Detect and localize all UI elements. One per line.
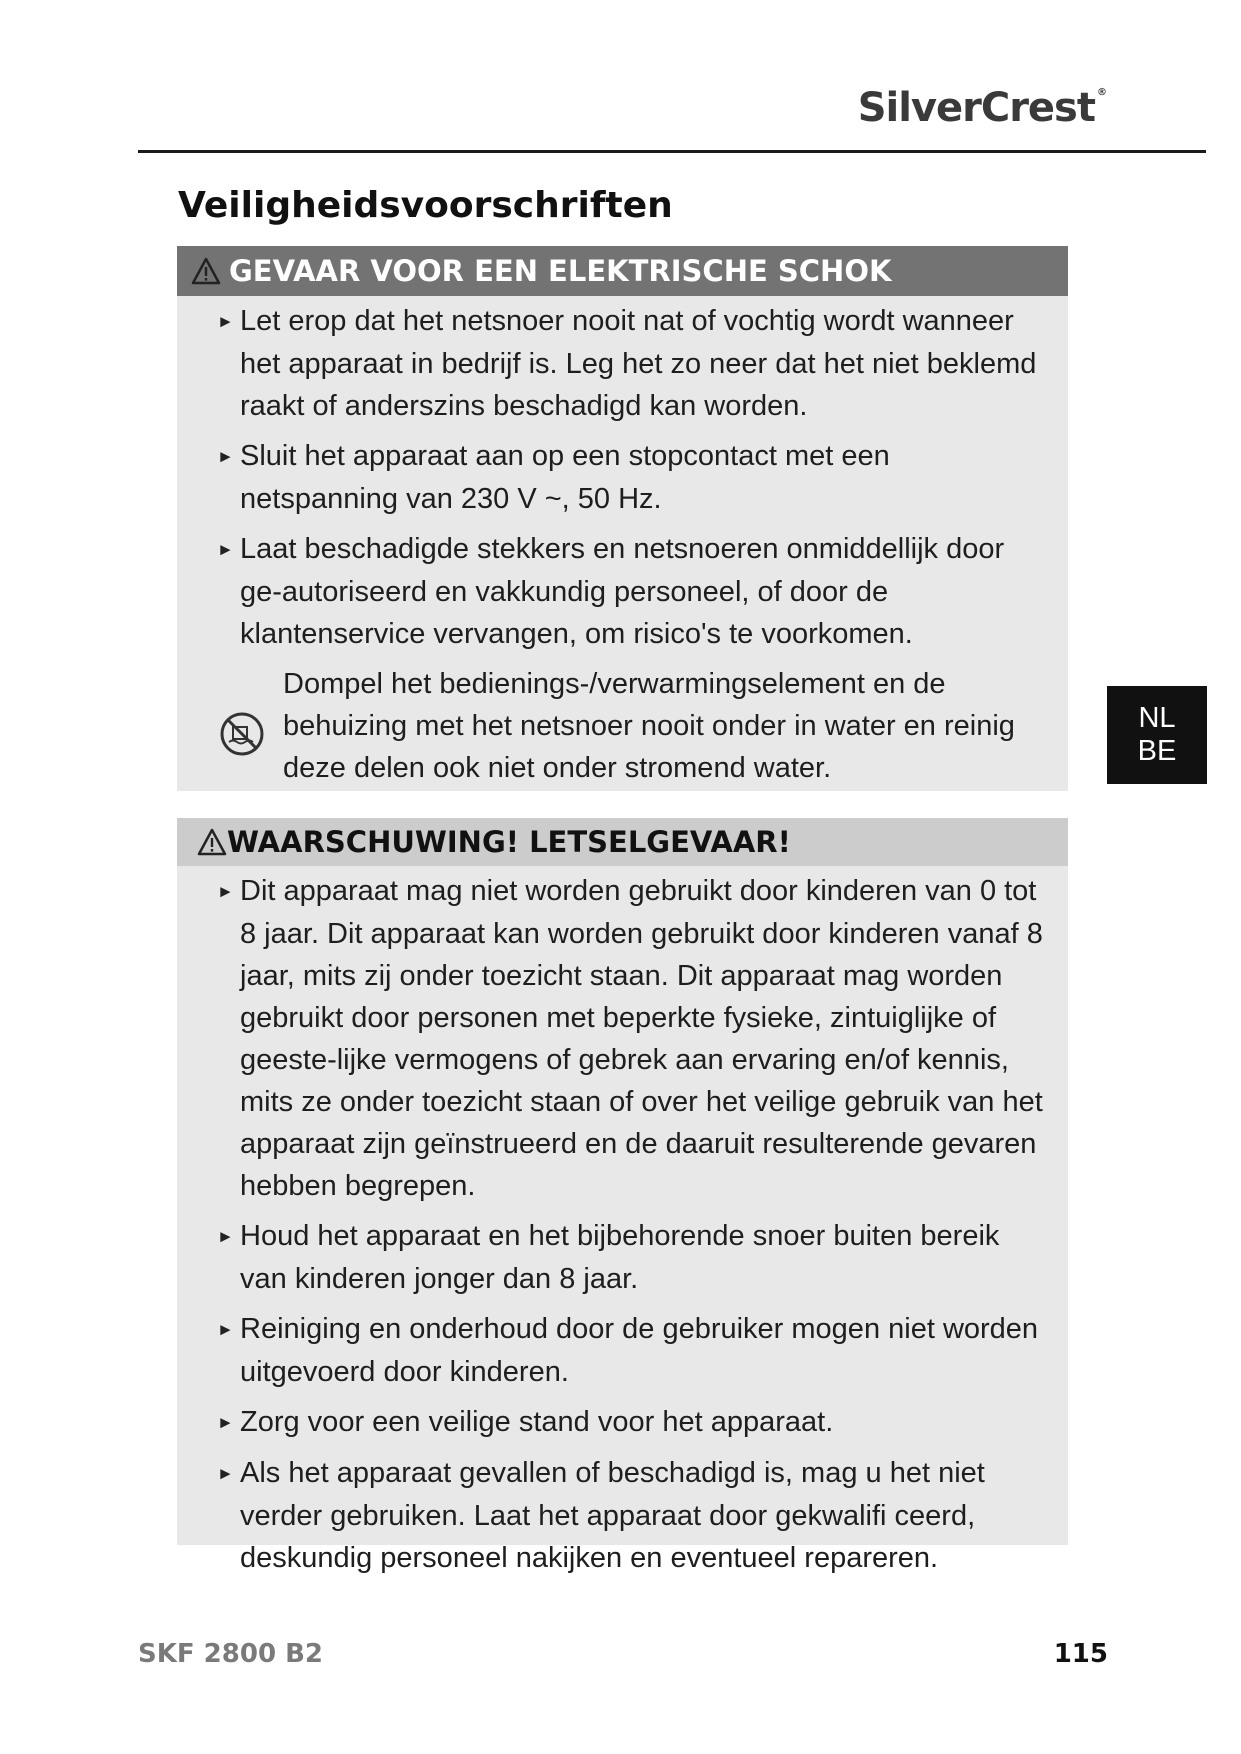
language-code-be: BE: [1137, 735, 1177, 767]
list-item-text: Dit apparaat mag niet worden gebruikt door kinderen van 0 tot 8 jaar. Dit apparaat kan worden gebruikt door kinderen vanaf 8 jaar, mits zij onder toezicht staan. Dit apparaat mag worden gebruikt door personen met beperkte fysieke, zintuiglijke of geeste-lijke vermogens of gebrek aan ervaring en/of kennis, mits ze onder toezicht staan of over het veilige gebruik van het apparaat zijn geïnstrueerd en de daaruit resulterende gevaren hebben begrepen.: [240, 875, 1043, 1202]
electric-shock-heading: GEVAAR VOOR EEN ELEKTRISCHE SCHOK: [229, 254, 892, 288]
language-tab: [1107, 686, 1207, 784]
list-item-text: Reiniging en onderhoud door de gebruiker mogen niet worden uitgevoerd door kinderen.: [240, 1313, 1039, 1388]
list-item: [217, 1215, 1048, 1300]
brand-logo: [857, 85, 1106, 131]
list-item-text: Als het apparaat gevallen of beschadigd is, mag u het niet verder gebruiken. Laat het apparaat door gekwalifi ceerd, deskundig personeel nakijken en eventueel repareren.: [240, 1457, 985, 1574]
no-water-immersion-icon: [219, 711, 265, 757]
electric-shock-warning-box: [177, 246, 1068, 791]
language-code-nl: NL: [1138, 702, 1176, 734]
list-item: [217, 528, 1048, 655]
registered-mark: ®: [1097, 87, 1106, 98]
list-item-text: Let erop dat het netsnoer nooit nat of vochtig wordt wanneer het apparaat in bedrijf is. Leg het zo neer dat het niet beklemd raakt of anderszins beschadigd kan worden.: [240, 305, 1037, 422]
list-item-text: Laat beschadigde stekkers en netsnoeren onmiddellijk door ge-autoriseerd en vakkundig personeel, of door de klantenservice vervangen, om risico's te voorkomen.: [240, 533, 1005, 650]
list-item: [217, 870, 1048, 1207]
page-number: 115: [1053, 1639, 1108, 1669]
no-immersion-text: Dompel het bedienings-/verwarmingselement en de behuizing met het netsnoer nooit onder in water en reinig deze delen ook niet onder stromend water.: [283, 668, 1015, 784]
list-item: [217, 1452, 1048, 1579]
injury-heading-bar: [177, 818, 1068, 866]
list-item: [217, 435, 1048, 520]
list-item-text: Sluit het apparaat aan op een stopcontact met een netspanning van 230 V ~, 50 Hz.: [240, 440, 890, 515]
bullet-arrow-icon: ►: [217, 882, 234, 901]
warning-triangle-icon: [191, 257, 221, 285]
no-immersion-item: [219, 663, 1048, 789]
footer-model: SKF 2800 B2: [138, 1639, 324, 1669]
list-item: [217, 1308, 1048, 1393]
list-item-text: Zorg voor een veilige stand voor het apparaat.: [240, 1406, 834, 1438]
injury-heading: WAARSCHUWING! LETSELGEVAAR!: [227, 825, 791, 859]
bullet-arrow-icon: ►: [217, 312, 234, 331]
list-item: [217, 1401, 1048, 1444]
bullet-arrow-icon: ►: [217, 540, 234, 559]
brand-name: SilverCrest: [857, 85, 1095, 131]
bullet-arrow-icon: ►: [217, 1320, 234, 1339]
list-item-text: Houd het apparaat en het bijbehorende snoer buiten bereik van kinderen jonger dan 8 jaar.: [240, 1220, 1000, 1295]
page-title: Veiligheidsvoorschriften: [178, 185, 673, 226]
bullet-arrow-icon: ►: [217, 1227, 234, 1246]
header-rule: [138, 150, 1206, 153]
bullet-arrow-icon: ►: [217, 1413, 234, 1432]
bullet-arrow-icon: ►: [217, 1464, 234, 1483]
electric-shock-heading-bar: [177, 246, 1068, 296]
injury-warning-box: [177, 818, 1068, 1574]
warning-triangle-icon: [197, 828, 227, 856]
bullet-arrow-icon: ►: [217, 447, 234, 466]
list-item: [217, 300, 1048, 427]
